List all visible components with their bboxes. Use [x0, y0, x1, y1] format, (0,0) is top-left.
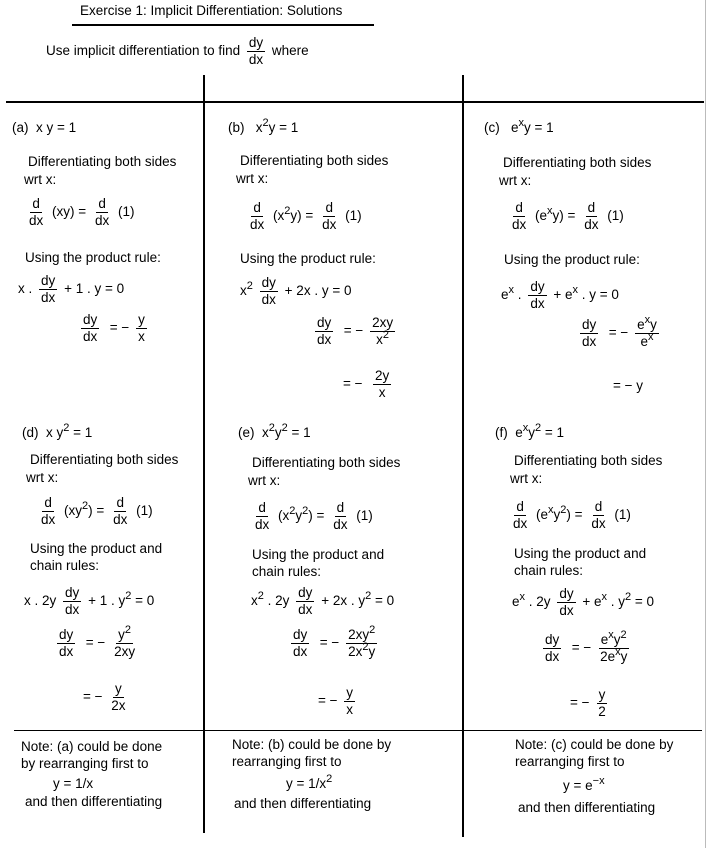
- problem-f-rule-line-2: chain rules:: [514, 563, 584, 578]
- problem-e-diff-text: Differentiating both sides: [252, 455, 401, 470]
- note-a-line-1: Note: (a) could be done: [21, 739, 163, 754]
- problem-f-differentiate-line: $\frac{d}{dx}$ $(e^xy^2)$ = $\frac{d}{dx}$ (1): [513, 499, 631, 532]
- problem-a-step1: x . $\frac{dy}{dx}$ + 1 . y = 0: [18, 273, 125, 306]
- problem-c-wrt: wrt x:: [499, 173, 532, 188]
- problem-e-differentiate-line: $\frac{d}{dx}$ $(x^2y^2)$ = $\frac{d}{dx}$ (1): [255, 500, 373, 533]
- problem-a-result: $\frac{dy}{dx}$ = − $\frac{y}{x}$: [83, 312, 145, 345]
- problem-d-wrt: wrt x:: [26, 470, 59, 485]
- problem-d-step1: x . 2y $\frac{dy}{dx}$ + 1 . $y^2 = 0$: [24, 585, 155, 618]
- problem-d-rule-line-2: chain rules:: [30, 558, 100, 573]
- notes-divider: [14, 730, 702, 731]
- page-title: Exercise 1: Implicit Differentiation: Solutions: [80, 3, 343, 18]
- problem-b-step1: $x^2$ $\frac{dy}{dx}$ + 2x . y = 0: [240, 275, 352, 308]
- note-c-line-2: rearranging first to: [515, 754, 625, 769]
- note-a-line-2: by rearranging first to: [21, 756, 149, 771]
- problem-a-diff-text: Differentiating both sides: [28, 154, 177, 169]
- problem-d-rule-line-1: Using the product and: [30, 541, 163, 556]
- problem-d-result-1: $\frac{dy}{dx}$ = − $\frac{y^2}{2xy}$: [59, 624, 136, 660]
- problem-e-rule-line-1: Using the product and: [252, 547, 385, 562]
- note-c-line-3: and then differentiating: [518, 800, 656, 815]
- problem-f-rule-line-1: Using the product and: [514, 546, 647, 561]
- problem-b-wrt: wrt x:: [236, 171, 269, 186]
- problem-d-diff-text: Differentiating both sides: [30, 452, 179, 467]
- problem-e-result-1: $\frac{dy}{dx}$ = − $\frac{2xy^2}{2x^2y}$: [293, 624, 376, 660]
- title-underline: [72, 24, 374, 26]
- problem-e-statement: (e) $x^2y^2 = 1$: [238, 422, 311, 440]
- problem-f-wrt: wrt x:: [510, 471, 543, 486]
- column-divider-2: [462, 75, 464, 837]
- problem-e-rule-line-2: chain rules:: [252, 564, 322, 579]
- problem-d-statement: (d) x $y^2 = 1$: [22, 422, 93, 440]
- problem-f-result-1: $\frac{dy}{dx}$ = − $\frac{e^xy^2}{2e^xy}$: [545, 629, 628, 665]
- problem-a-statement: (a) x y = 1: [12, 120, 77, 135]
- note-c-formula: $y = e^{-x}$: [563, 775, 605, 793]
- problem-f-result-2: = − $\frac{y}{2}$: [570, 687, 606, 720]
- problem-e-result-2: = − $\frac{y}{x}$: [318, 685, 354, 718]
- problem-b-result-2: = − $\frac{2y}{x}$: [343, 368, 390, 401]
- problem-c-statement: (c) $e^xy = 1$: [484, 117, 554, 135]
- problem-f-diff-text: Differentiating both sides: [514, 453, 663, 468]
- problem-b-diff-text: Differentiating both sides: [240, 153, 389, 168]
- problem-c-rule: Using the product rule:: [504, 252, 640, 267]
- problem-b-rule: Using the product rule:: [240, 251, 376, 266]
- column-divider-1: [203, 75, 205, 833]
- problem-c-result-1: $\frac{dy}{dx}$ = − $\frac{e^xy}{e^x}$: [582, 314, 657, 350]
- header-divider: [6, 101, 704, 103]
- problem-b-statement: (b) $x^2y = 1$: [228, 117, 299, 135]
- problem-a-differentiate-line: $\frac{d}{dx}$ (xy) = $\frac{d}{dx}$ (1): [29, 196, 135, 229]
- problem-d-differentiate-line: $\frac{d}{dx}$ $(xy^2)$ = $\frac{d}{dx}$ (1): [41, 495, 153, 528]
- problem-c-diff-text: Differentiating both sides: [503, 155, 652, 170]
- note-b-line-1: Note: (b) could be done by: [232, 737, 392, 752]
- note-b-formula: $y = 1/x^2$: [286, 773, 333, 791]
- problem-c-step1: $e^x$ . $\frac{dy}{dx}$ + $e^x$ . y = 0: [501, 279, 619, 312]
- problem-d-result-2: = − $\frac{y}{2x}$: [83, 681, 126, 714]
- problem-c-differentiate-line: $\frac{d}{dx}$ $(e^xy)$ = $\frac{d}{dx}$ (1): [512, 200, 624, 233]
- note-b-line-3: and then differentiating: [234, 796, 372, 811]
- note-b-line-2: rearranging first to: [232, 754, 342, 769]
- right-border: [705, 0, 706, 848]
- problem-e-wrt: wrt x:: [248, 473, 281, 488]
- note-a-formula: y = 1/x: [53, 776, 94, 791]
- problem-a-wrt: wrt x:: [24, 172, 57, 187]
- problem-b-result-1: $\frac{dy}{dx}$ = − $\frac{2xy}{x^2}$: [317, 315, 394, 348]
- problem-c-result-2: = − y: [613, 378, 644, 393]
- problem-b-differentiate-line: $\frac{d}{dx}$ $(x^2y)$ = $\frac{d}{dx}$ (1): [250, 200, 362, 233]
- problem-f-statement: (f) $e^xy^2 = 1$: [495, 422, 565, 440]
- problem-a-rule: Using the product rule:: [25, 250, 161, 265]
- note-a-line-3: and then differentiating: [25, 794, 163, 809]
- note-c-line-1: Note: (c) could be done by: [515, 737, 674, 752]
- problem-f-step1: $e^x$ . 2y $\frac{dy}{dx}$ + $e^x$ . $y^2 = 0$: [512, 586, 655, 619]
- instruction: Use implicit differentiation to find $\frac{dy}{dx}$ where: [46, 35, 309, 68]
- problem-e-step1: $x^2$ . 2y $\frac{dy}{dx}$ + 2x . $y^2 = 0$: [251, 585, 395, 618]
